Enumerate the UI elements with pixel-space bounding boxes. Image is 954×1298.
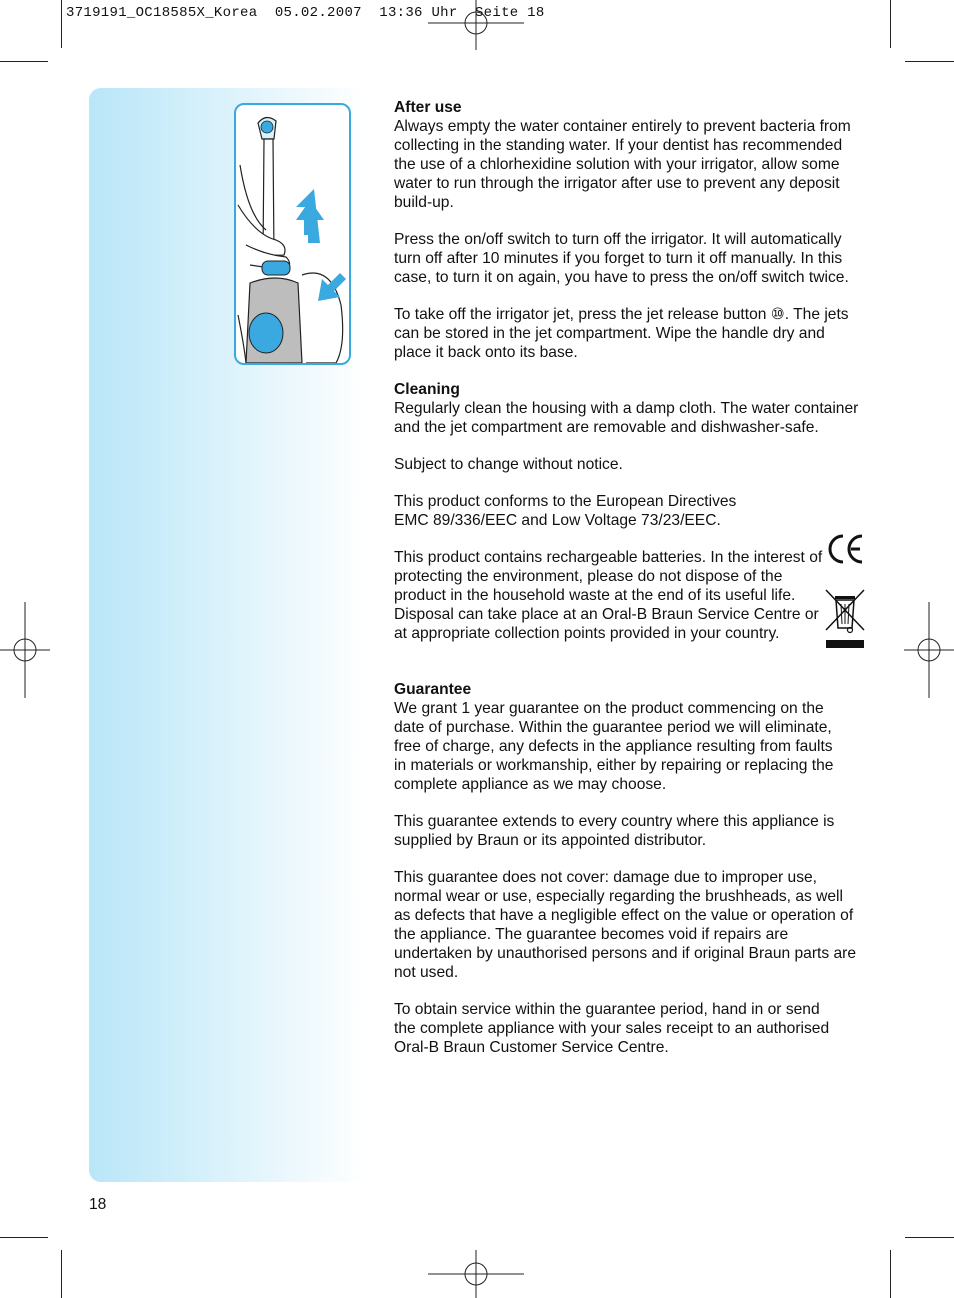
registration-mark-icon (428, 0, 524, 50)
directives-paragraph: This product conforms to the European Directives EMC 89/336/EEC and Low Voltage 73/23/EEC. (394, 493, 737, 529)
cleaning-paragraph: Regularly clean the housing with a damp cloth. The water container and the jet compartment are removable and dishwasher-safe. (394, 400, 859, 436)
after-use-paragraph: To take off the irrigator jet, press the jet release button ⑩. The jets can be stored in the jet compartment. Wipe the handle dry and place it back onto its base. (394, 306, 849, 361)
crop-mark (905, 61, 954, 62)
page-number: 18 (89, 1196, 107, 1213)
guarantee-paragraph: To obtain service within the guarantee period, hand in or send the complete appliance with your sales receipt to an authorised Oral-B Braun Customer Service Centre. (394, 1001, 830, 1056)
jet-release-illustration (234, 103, 351, 365)
crop-mark (905, 1237, 954, 1238)
print-slug: 3719191_OC18585X_Korea 05.02.2007 13:36 Uhr Seite 18 (66, 5, 545, 21)
section-heading-after-use: After use (394, 99, 462, 116)
crop-mark (890, 1250, 891, 1298)
guarantee-paragraph: This guarantee extends to every country where this appliance is supplied by Braun or its appointed distributor. (394, 813, 835, 849)
main-content (394, 98, 862, 1075)
guarantee-paragraph: We grant 1 year guarantee on the product commencing on the date of purchase. Within the guarantee period we will eliminate, free of charge, any defects in the appliance resulting from faults in materials or workmanship, either by repairing or replacing the complete appliance as we may choose. (394, 700, 834, 793)
crop-mark (890, 0, 891, 48)
registration-mark-icon (0, 602, 50, 698)
crop-mark (0, 61, 48, 62)
battery-disposal-paragraph: This product contains rechargeable batteries. In the interest of protecting the environment, please do not dispose of the product in the household waste at the end of its useful life. Disposal can take place at an Oral-B Braun Service Centre or at appropriate collection points provided in your country. (394, 549, 823, 642)
crop-mark (61, 1250, 62, 1298)
after-use-paragraph: Always empty the water container entirely to prevent bacteria from collecting in the standing water. If your dentist has recommended the use of a chlorhexidine solution with your irrigator, allow some water to run through the irrigator after use to prevent any deposit build-up. (394, 118, 851, 211)
notice-paragraph: Subject to change without notice. (394, 456, 623, 473)
registration-mark-icon (428, 1250, 524, 1298)
registration-mark-icon (904, 602, 954, 698)
section-heading-guarantee: Guarantee (394, 681, 472, 698)
guarantee-paragraph: This guarantee does not cover: damage due to improper use, normal wear or use, especially regarding the brushheads, as well as defects that have a negligible effect on the value or operation of the appliance. The guarantee becomes void if repairs are undertaken by unauthorised persons and if original Braun parts are not used. (394, 869, 857, 981)
crop-mark (0, 1237, 48, 1238)
section-heading-cleaning: Cleaning (394, 381, 460, 398)
crossed-bin-icon (824, 588, 866, 650)
crop-mark (61, 0, 62, 48)
irrigator-hand-icon (236, 105, 349, 363)
ce-mark-icon (826, 530, 866, 568)
after-use-paragraph: Press the on/off switch to turn off the irrigator. It will automatically turn off after 10 minutes if you forget to turn it off manually. In this case, to turn it on again, you have to press the on/off switch twice. (394, 231, 849, 286)
